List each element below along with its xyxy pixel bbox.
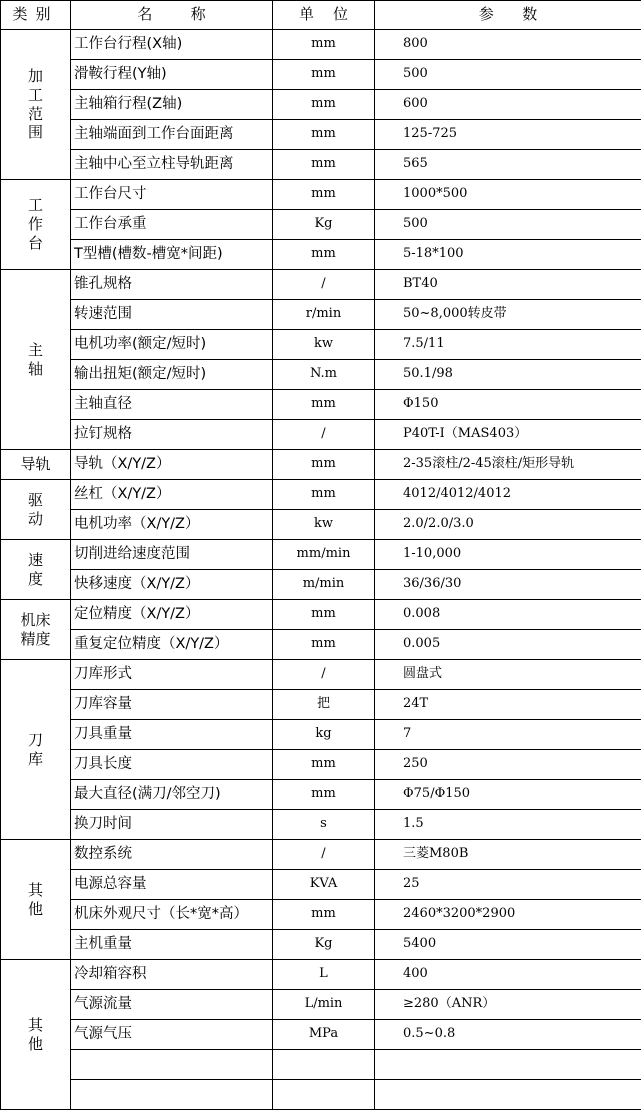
table-row <box>1 660 641 690</box>
table-row <box>1 330 641 360</box>
spec-value: 24T <box>375 690 641 720</box>
spec-unit: N.m <box>273 360 375 390</box>
spec-name: 刀具重量 <box>71 720 273 750</box>
spec-name: 主轴直径 <box>71 390 273 420</box>
table-row <box>1 570 641 600</box>
table-row <box>1 270 641 300</box>
spec-name: 换刀时间 <box>71 810 273 840</box>
spec-value: 800 <box>375 30 641 60</box>
spec-unit: mm <box>273 180 375 210</box>
spec-name: T型槽(槽数-槽宽*间距) <box>71 240 273 270</box>
spec-name: 主轴箱行程(Z轴) <box>71 90 273 120</box>
spec-name: 转速范围 <box>71 300 273 330</box>
spec-unit: mm <box>273 30 375 60</box>
spec-value: 50.1/98 <box>375 360 641 390</box>
spec-value: 36/36/30 <box>375 570 641 600</box>
spec-unit: mm <box>273 900 375 930</box>
header-category: 类别 <box>1 1 71 30</box>
spec-name: 锥孔规格 <box>71 270 273 300</box>
table-row <box>1 600 641 630</box>
spec-value: 500 <box>375 210 641 240</box>
spec-name: 主轴端面到工作台面距离 <box>71 120 273 150</box>
spec-name: 工作台行程(X轴) <box>71 30 273 60</box>
spec-value: 500 <box>375 60 641 90</box>
spec-value: 565 <box>375 150 641 180</box>
spec-value: 1-10,000 <box>375 540 641 570</box>
category-cell: 速 度 <box>1 540 71 600</box>
table-row <box>1 90 641 120</box>
spec-unit: / <box>273 420 375 450</box>
spec-value: Φ150 <box>375 390 641 420</box>
spec-value: 0.008 <box>375 600 641 630</box>
table-row <box>1 180 641 210</box>
spec-name: 数控系统 <box>71 840 273 870</box>
table-row <box>1 960 641 990</box>
spec-name: 最大直径(满刀/邻空刀) <box>71 780 273 810</box>
spec-value: 2.0/2.0/3.0 <box>375 510 641 540</box>
spec-name: 电机功率(额定/短时) <box>71 330 273 360</box>
spec-unit: mm <box>273 630 375 660</box>
spec-value: 1000*500 <box>375 180 641 210</box>
table-row <box>1 630 641 660</box>
table-row <box>1 930 641 960</box>
spec-value: Φ75/Φ150 <box>375 780 641 810</box>
spec-unit: KVA <box>273 870 375 900</box>
spec-unit: kw <box>273 330 375 360</box>
header-name: 名 称 <box>71 1 273 30</box>
spec-unit: s <box>273 810 375 840</box>
spec-unit: mm <box>273 60 375 90</box>
spec-unit: mm <box>273 480 375 510</box>
table-row <box>1 120 641 150</box>
spec-name: 重复定位精度（X/Y/Z） <box>71 630 273 660</box>
table-row <box>1 60 641 90</box>
spec-value: 圆盘式 <box>375 660 641 690</box>
category-cell: 其 他 <box>1 960 71 1110</box>
table-row <box>1 1050 641 1080</box>
category-cell: 主 轴 <box>1 270 71 450</box>
spec-unit: MPa <box>273 1020 375 1050</box>
spec-value <box>375 1080 641 1110</box>
spec-unit: mm <box>273 390 375 420</box>
spec-name: 切削进给速度范围 <box>71 540 273 570</box>
spec-value: 600 <box>375 90 641 120</box>
table-row <box>1 360 641 390</box>
spec-unit: Kg <box>273 930 375 960</box>
table-row <box>1 1020 641 1050</box>
table-row <box>1 900 641 930</box>
table-row <box>1 240 641 270</box>
category-cell: 加 工 范 围 <box>1 30 71 180</box>
spec-unit: mm <box>273 600 375 630</box>
spec-name: 气源气压 <box>71 1020 273 1050</box>
spec-name: 冷却箱容积 <box>71 960 273 990</box>
table-row <box>1 870 641 900</box>
spec-value: 2460*3200*2900 <box>375 900 641 930</box>
table-row <box>1 150 641 180</box>
category-cell: 驱 动 <box>1 480 71 540</box>
spec-value: 125-725 <box>375 120 641 150</box>
spec-name: 电源总容量 <box>71 870 273 900</box>
header-value: 参 数 <box>375 1 641 30</box>
spec-name: 输出扭矩(额定/短时) <box>71 360 273 390</box>
spec-unit: kw <box>273 510 375 540</box>
table-row <box>1 30 641 60</box>
spec-unit: 把 <box>273 690 375 720</box>
table-row <box>1 540 641 570</box>
category-cell: 其 他 <box>1 840 71 960</box>
spec-value: 50~8,000转皮带 <box>375 300 641 330</box>
spec-value: 5-18*100 <box>375 240 641 270</box>
spec-name: 快移速度（X/Y/Z） <box>71 570 273 600</box>
spec-value: 三菱M80B <box>375 840 641 870</box>
table-row <box>1 420 641 450</box>
spec-unit: mm <box>273 750 375 780</box>
table-row <box>1 810 641 840</box>
spec-name: 导轨（X/Y/Z） <box>71 450 273 480</box>
table-row <box>1 300 641 330</box>
table-row <box>1 840 641 870</box>
spec-unit: mm <box>273 780 375 810</box>
spec-name: 主轴中心至立柱导轨距离 <box>71 150 273 180</box>
spec-name: 气源流量 <box>71 990 273 1020</box>
table-row <box>1 450 641 480</box>
spec-unit: Kg <box>273 210 375 240</box>
spec-value: BT40 <box>375 270 641 300</box>
spec-name: 丝杠（X/Y/Z） <box>71 480 273 510</box>
category-cell: 机床 精度 <box>1 600 71 660</box>
category-cell: 刀 库 <box>1 660 71 840</box>
spec-table-body <box>1 1 641 1110</box>
spec-value <box>375 1050 641 1080</box>
spec-name <box>71 1050 273 1080</box>
spec-name: 定位精度（X/Y/Z） <box>71 600 273 630</box>
spec-unit: L <box>273 960 375 990</box>
table-row <box>1 510 641 540</box>
table-row <box>1 1080 641 1110</box>
spec-value: 2-35滚柱/2-45滚柱/矩形导轨 <box>375 450 641 480</box>
spec-name: 刀具长度 <box>71 750 273 780</box>
spec-unit: / <box>273 840 375 870</box>
spec-value: P40T-I（MAS403） <box>375 420 641 450</box>
spec-unit: / <box>273 660 375 690</box>
spec-name: 主机重量 <box>71 930 273 960</box>
spec-unit <box>273 1050 375 1080</box>
spec-value: 25 <box>375 870 641 900</box>
header-unit: 单 位 <box>273 1 375 30</box>
spec-unit: m/min <box>273 570 375 600</box>
spec-value: 7 <box>375 720 641 750</box>
spec-value: 0.5~0.8 <box>375 1020 641 1050</box>
spec-value: 0.005 <box>375 630 641 660</box>
spec-value: 7.5/11 <box>375 330 641 360</box>
spec-name: 工作台承重 <box>71 210 273 240</box>
spec-unit: mm/min <box>273 540 375 570</box>
spec-unit <box>273 1080 375 1110</box>
table-row <box>1 780 641 810</box>
spec-name: 拉钉规格 <box>71 420 273 450</box>
spec-name: 电机功率（X/Y/Z） <box>71 510 273 540</box>
spec-value: ≥280（ANR） <box>375 990 641 1020</box>
spec-unit: L/min <box>273 990 375 1020</box>
table-row <box>1 480 641 510</box>
spec-unit: mm <box>273 450 375 480</box>
table-row <box>1 210 641 240</box>
spec-name: 机床外观尺寸（长*宽*高） <box>71 900 273 930</box>
table-row <box>1 750 641 780</box>
spec-value: 250 <box>375 750 641 780</box>
spec-unit: kg <box>273 720 375 750</box>
spec-value: 5400 <box>375 930 641 960</box>
table-row <box>1 720 641 750</box>
header-row <box>1 1 641 30</box>
spec-name: 刀库形式 <box>71 660 273 690</box>
spec-unit: / <box>273 270 375 300</box>
spec-value: 1.5 <box>375 810 641 840</box>
category-cell: 工 作 台 <box>1 180 71 270</box>
spec-unit: mm <box>273 240 375 270</box>
category-cell: 导轨 <box>1 450 71 480</box>
spec-value: 400 <box>375 960 641 990</box>
spec-unit: r/min <box>273 300 375 330</box>
spec-name <box>71 1080 273 1110</box>
table-row <box>1 990 641 1020</box>
table-row <box>1 390 641 420</box>
spec-unit: mm <box>273 150 375 180</box>
spec-name: 滑鞍行程(Y轴) <box>71 60 273 90</box>
spec-name: 刀库容量 <box>71 690 273 720</box>
table-row <box>1 690 641 720</box>
spec-unit: mm <box>273 120 375 150</box>
spec-unit: mm <box>273 90 375 120</box>
spec-value: 4012/4012/4012 <box>375 480 641 510</box>
spec-name: 工作台尺寸 <box>71 180 273 210</box>
